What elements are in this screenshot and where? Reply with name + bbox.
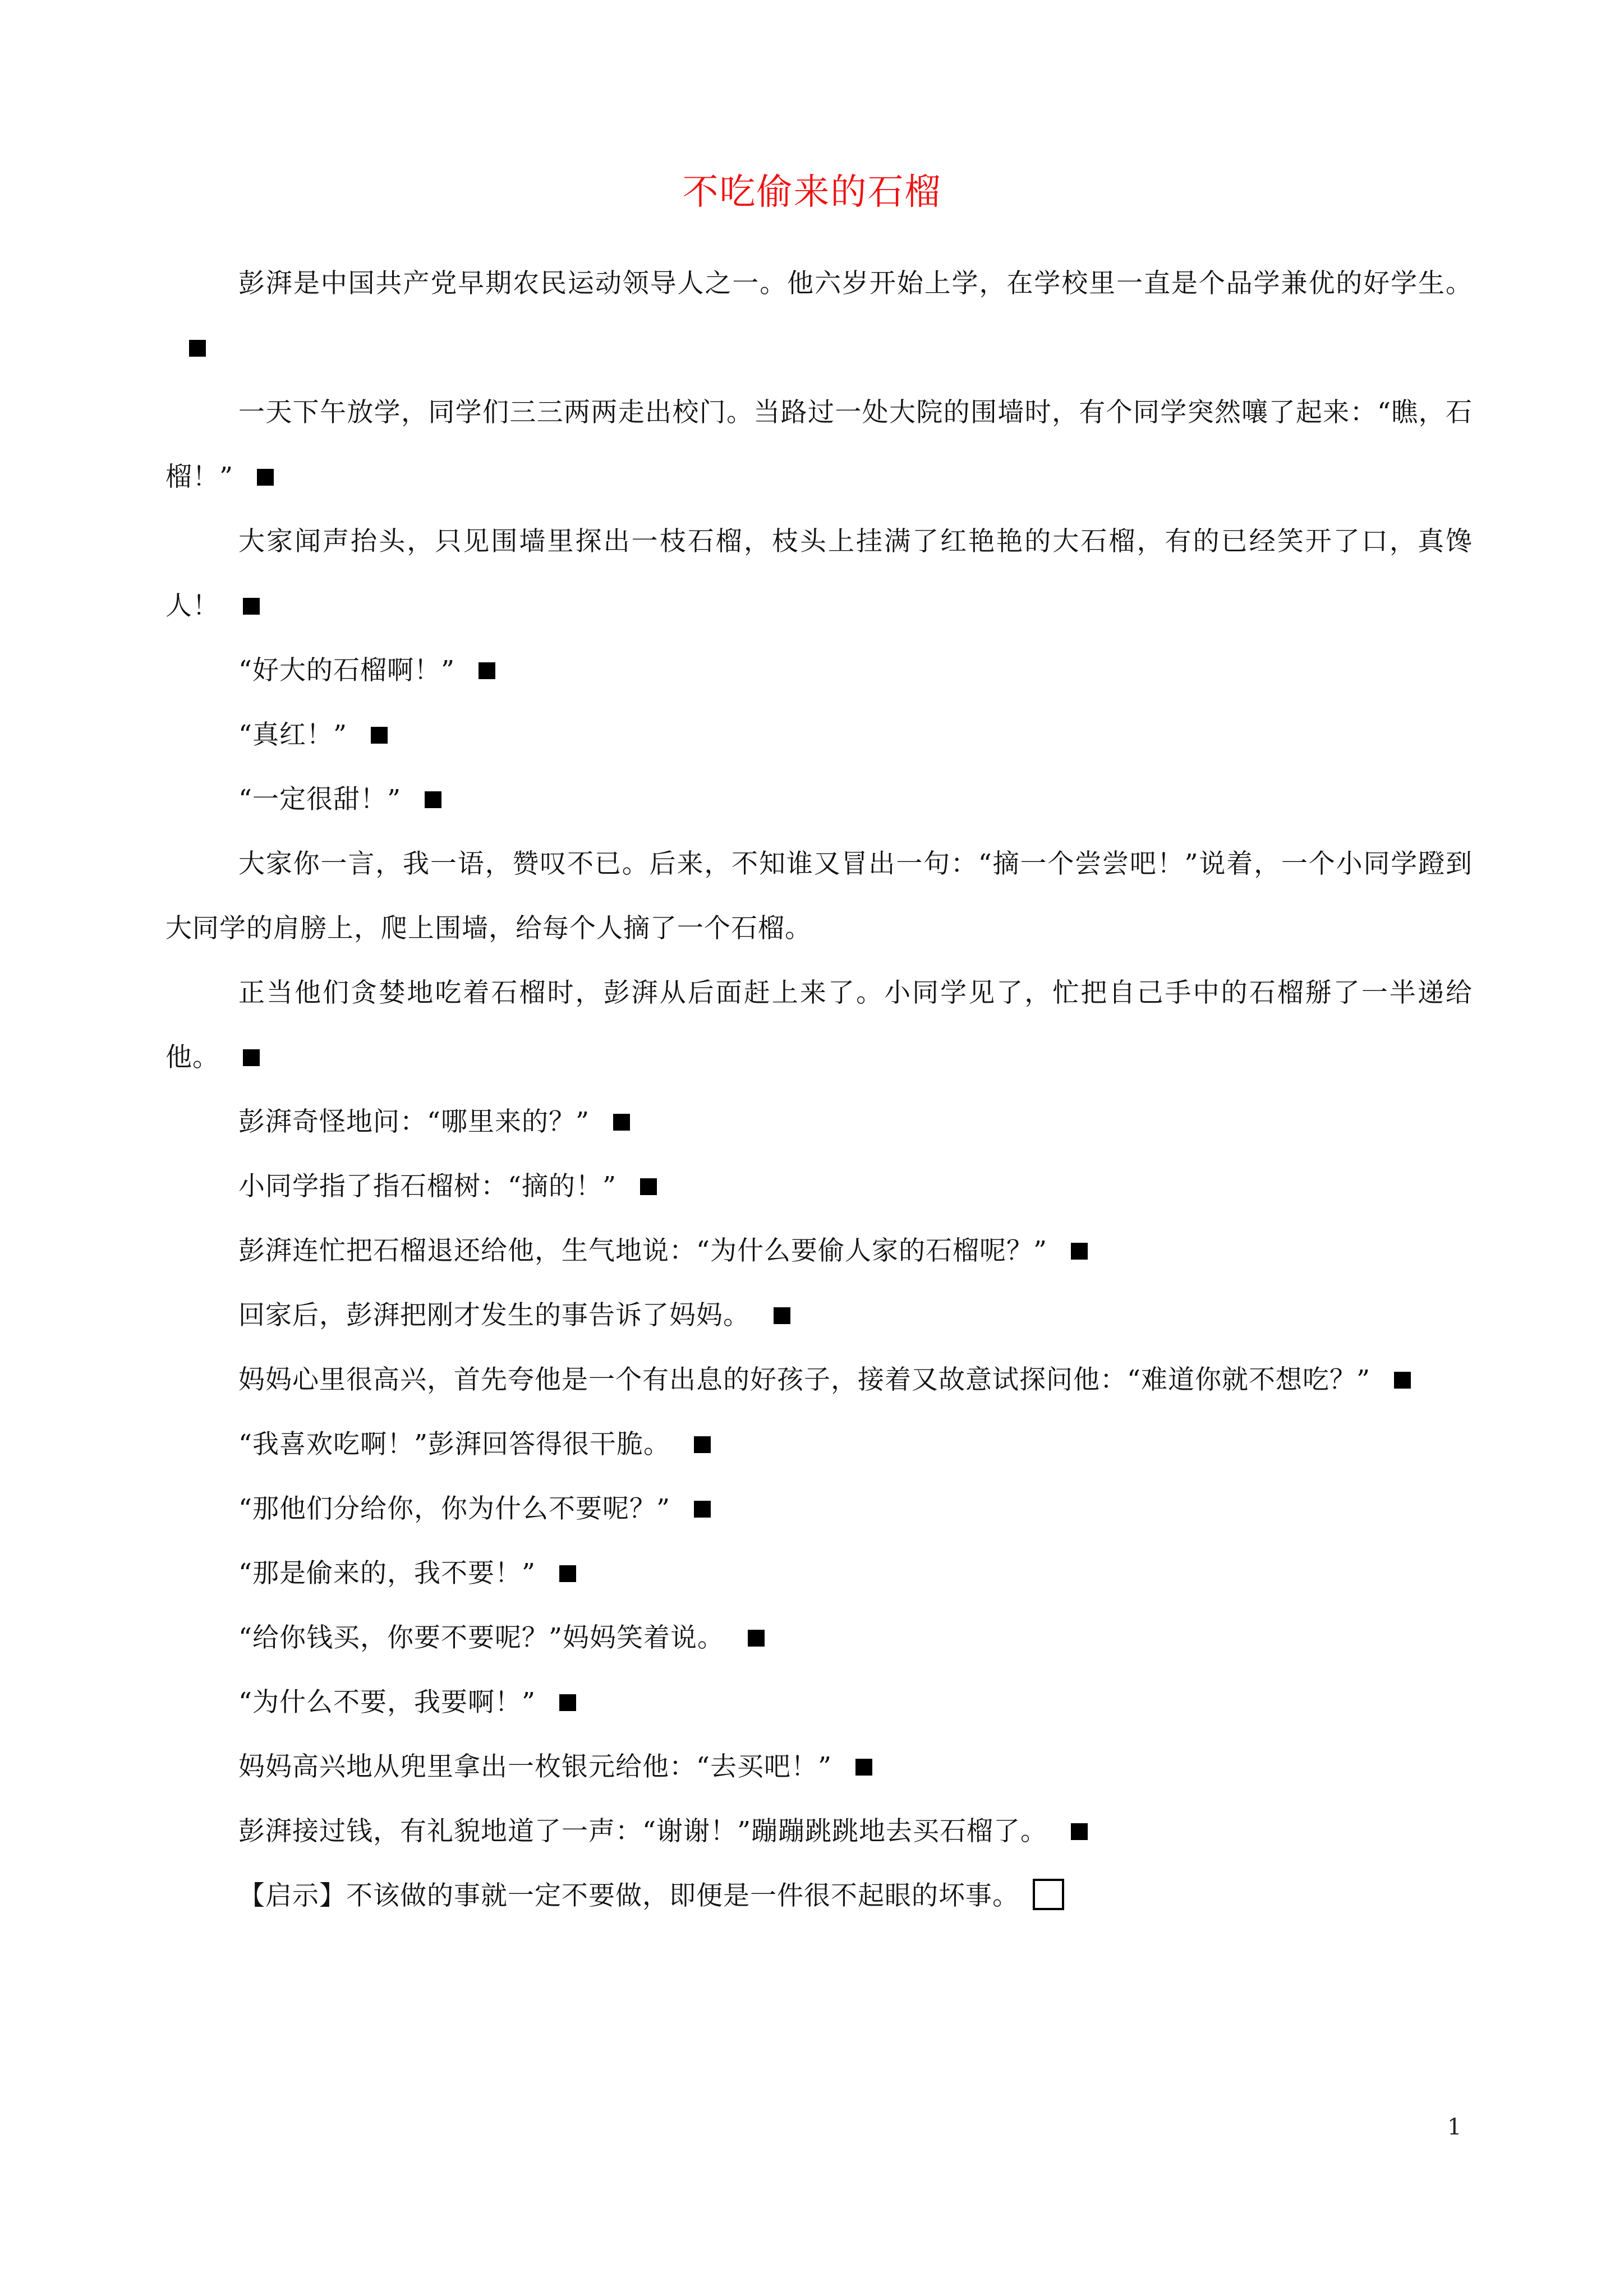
paragraph: 大家闻声抬头，只见围墙里探出一枝石榴，枝头上挂满了红艳艳的大石榴，有的已经笑开了口，真馋人！	[165, 526, 1473, 621]
paragraph: 正当他们贪婪地吃着石榴时，彭湃从后面赶上来了。小同学见了，忙把自己手中的石榴掰了一半递给他。	[165, 978, 1473, 1073]
paragraph: 小同学指了指石榴树：“摘的！”	[165, 1154, 1473, 1219]
square-mark-icon	[371, 727, 388, 744]
page-number: 1	[1447, 2114, 1462, 2140]
square-mark-icon	[1394, 1372, 1411, 1389]
square-mark-icon	[243, 598, 260, 615]
paragraph: 彭湃是中国共产党早期农民运动领导人之一。他六岁开始上学，在学校里一直是个品学兼优的好学生。	[165, 251, 1473, 380]
square-mark-icon	[425, 791, 441, 808]
square-mark-icon	[257, 469, 274, 486]
paragraph: 大家你一言，我一语，赞叹不已。后来，不知谁又冒出一句：“摘一个尝尝吧！”说着，一个小同学蹬到大同学的肩膀上，爬上围墙，给每个人摘了一个石榴。	[165, 849, 1473, 944]
square-mark-icon	[774, 1307, 790, 1324]
square-mark-icon	[748, 1630, 765, 1647]
document-title: 不吃偷来的石榴	[682, 172, 942, 213]
square-mark-icon	[640, 1178, 657, 1195]
paragraph: 回家后，彭湃把刚才发生的事告诉了妈妈。	[165, 1283, 1473, 1348]
square-mark-icon	[694, 1501, 711, 1518]
square-mark-icon	[243, 1049, 260, 1066]
square-mark-icon	[613, 1114, 630, 1131]
paragraph: “那是偷来的，我不要！”	[165, 1541, 1473, 1606]
paragraph: “真红！”	[165, 703, 1473, 767]
square-mark-icon	[1071, 1823, 1088, 1840]
paragraph: “好大的石榴啊！”	[165, 638, 1473, 703]
square-mark-icon	[855, 1759, 872, 1776]
square-mark-icon	[1071, 1243, 1088, 1260]
paragraph-insight: 【启示】不该做的事就一定不要做，即便是一件很不起眼的坏事。	[165, 1864, 1473, 1928]
paragraph: “给你钱买，你要不要呢？”妈妈笑着说。	[165, 1606, 1473, 1670]
paragraph: “为什么不要，我要啊！”	[165, 1670, 1473, 1735]
empty-box-icon	[1033, 1879, 1064, 1910]
paragraph: 一天下午放学，同学们三三两两走出校门。当路过一处大院的围墙时，有个同学突然嚷了起来：“瞧，石榴！”	[165, 397, 1473, 492]
square-mark-icon	[479, 662, 495, 679]
paragraph: “那他们分给你，你为什么不要呢？”	[165, 1477, 1473, 1541]
paragraph: 彭湃连忙把石榴退还给他，生气地说：“为什么要偷人家的石榴呢？”	[165, 1219, 1473, 1283]
square-mark-icon	[559, 1565, 576, 1582]
paragraph: 彭湃奇怪地问：“哪里来的？”	[165, 1090, 1473, 1154]
square-mark-icon	[189, 340, 206, 357]
paragraph: 妈妈高兴地从兜里拿出一枚银元给他：“去买吧！”	[165, 1735, 1473, 1799]
square-mark-icon	[559, 1694, 576, 1711]
paragraph: “我喜欢吃啊！”彭湃回答得很干脆。	[165, 1412, 1473, 1477]
paragraph: 妈妈心里很高兴，首先夸他是一个有出息的好孩子，接着又故意试探问他：“难道你就不想吃？”	[165, 1348, 1473, 1412]
paragraph: 彭湃接过钱，有礼貌地道了一声：“谢谢！”蹦蹦跳跳地去买石榴了。	[165, 1799, 1473, 1864]
square-mark-icon	[694, 1436, 711, 1453]
paragraph: “一定很甜！”	[165, 767, 1473, 832]
document-body	[165, 251, 1473, 1928]
